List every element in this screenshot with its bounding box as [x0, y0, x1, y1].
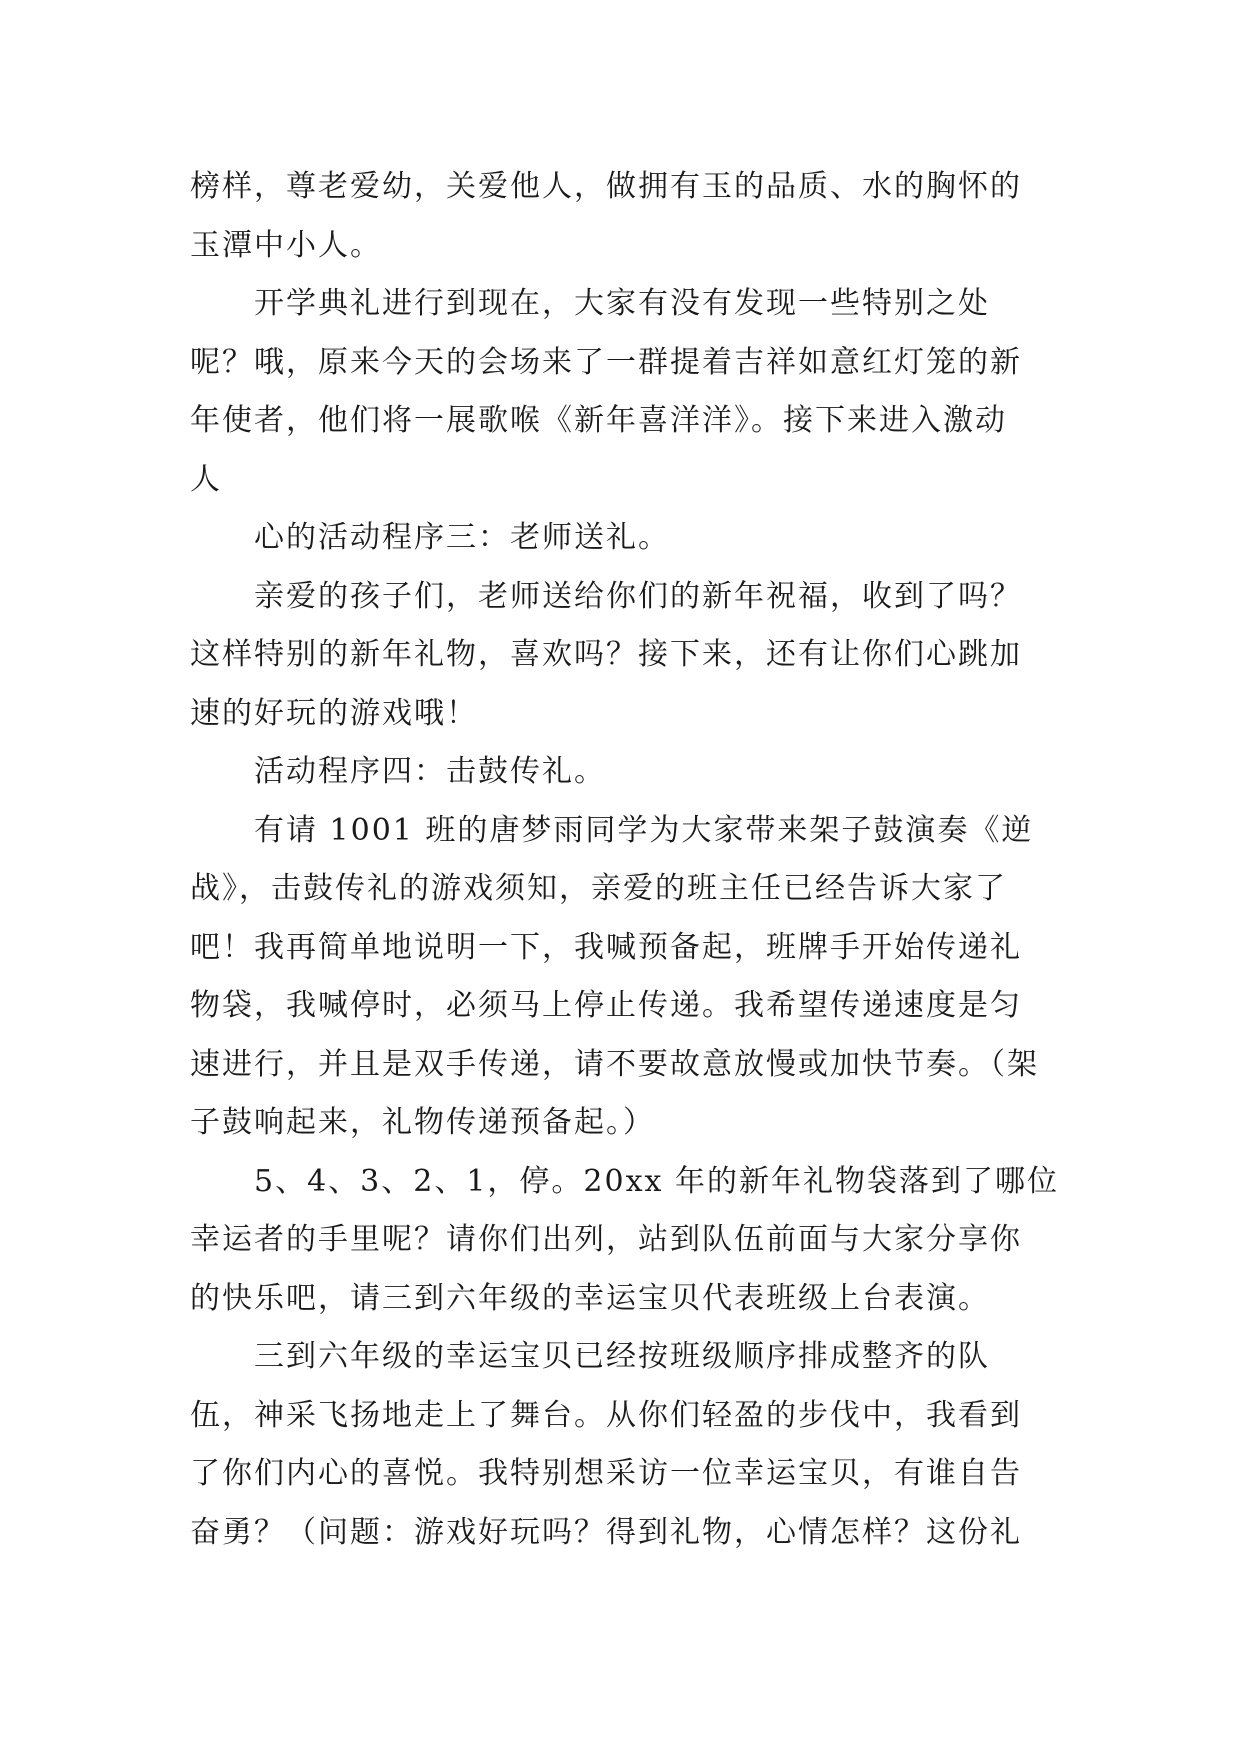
text-line: 战》，击鼓传礼的游戏须知，亲爱的班主任已经告诉大家了	[190, 871, 1007, 906]
text-line: 开学典礼进行到现在，大家有没有发现一些特别之处	[254, 286, 990, 321]
text-line: 三到六年级的幸运宝贝已经按班级顺序排成整齐的队	[254, 1339, 990, 1374]
text-line: 幸运者的手里呢？请你们出列，站到队伍前面与大家分享你	[190, 1222, 1022, 1257]
text-line: 子鼓响起来，礼物传递预备起。）	[190, 1105, 655, 1140]
text-line: 有请 1001 班的唐梦雨同学为大家带来架子鼓演奏《逆	[254, 812, 1034, 848]
text-line: 吧！我再简单地说明一下，我喊预备起，班牌手开始传递礼	[190, 929, 1022, 965]
text-line: 心的活动程序三：老师送礼。	[254, 520, 670, 555]
text-line: 5、4、3、2、1，停。20xx 年的新年礼物袋落到了哪位	[254, 1163, 1059, 1199]
text-line: 亲爱的孩子们，老师送给你们的新年祝福，收到了吗？	[254, 578, 1022, 614]
text-line: 年使者，他们将一展歌喉《新年喜洋洋》。接下来进入激动	[190, 403, 1007, 438]
text-line: 活动程序四：击鼓传礼。	[254, 754, 606, 789]
text-line: 伍，神采飞扬地走上了舞台。从你们轻盈的步伐中，我看到	[190, 1397, 1022, 1433]
document-body	[190, 158, 1059, 1562]
text-line: 这样特别的新年礼物，喜欢吗？接下来，还有让你们心跳加	[190, 637, 1022, 672]
text-line: 榜样，尊老爱幼，关爱他人，做拥有玉的品质、水的胸怀的	[190, 169, 1022, 204]
text-line: 玉潭中小人。	[190, 227, 382, 263]
text-line: 呢？哦，原来今天的会场来了一群提着吉祥如意红灯笼的新	[190, 344, 1022, 380]
text-line: 速的好玩的游戏哦！	[190, 695, 478, 731]
text-line: 物袋，我喊停时，必须马上停止传递。我希望传递速度是匀	[190, 988, 1022, 1023]
text-line: 的快乐吧，请三到六年级的幸运宝贝代表班级上台表演。	[190, 1280, 990, 1316]
text-line: 了你们内心的喜悦。我特别想采访一位幸运宝贝，有谁自告	[190, 1456, 1022, 1491]
text-line: 人	[190, 461, 222, 497]
text-line: 奋勇？（问题：游戏好玩吗？得到礼物，心情怎样？这份礼	[190, 1514, 1022, 1550]
text-line: 速进行，并且是双手传递，请不要故意放慢或加快节奏。（架	[190, 1046, 1039, 1082]
